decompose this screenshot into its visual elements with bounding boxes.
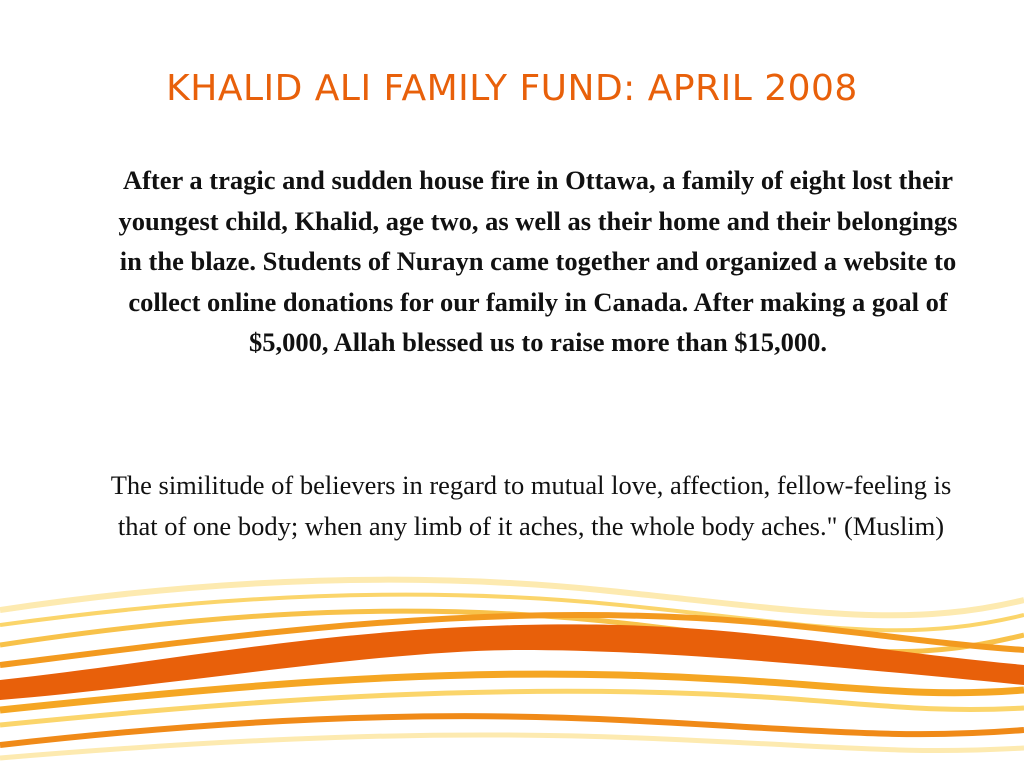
- body-paragraph: After a tragic and sudden house fire in Ottawa, a family of eight lost their youngest child, Khalid, age two, as well as their home and their belongings in the blaze. Students of Nurayn came together and organized a website to collect online donations for our family in Canada. After making a goal of $5,000, Allah blessed us to raise more than $15,000.: [118, 165, 958, 357]
- wave-pale-3: [0, 735, 1024, 758]
- slide-title: KHALID ALI FAMILY FUND: APRIL 2008: [166, 68, 858, 109]
- hadith-quote: The similitude of believers in regard to mutual love, affection, fellow-feeling is that of one body; when any limb of it aches, the whole body aches." (Muslim): [110, 470, 952, 541]
- wave-orange-low: [0, 716, 1024, 745]
- decorative-waves: [0, 570, 1024, 768]
